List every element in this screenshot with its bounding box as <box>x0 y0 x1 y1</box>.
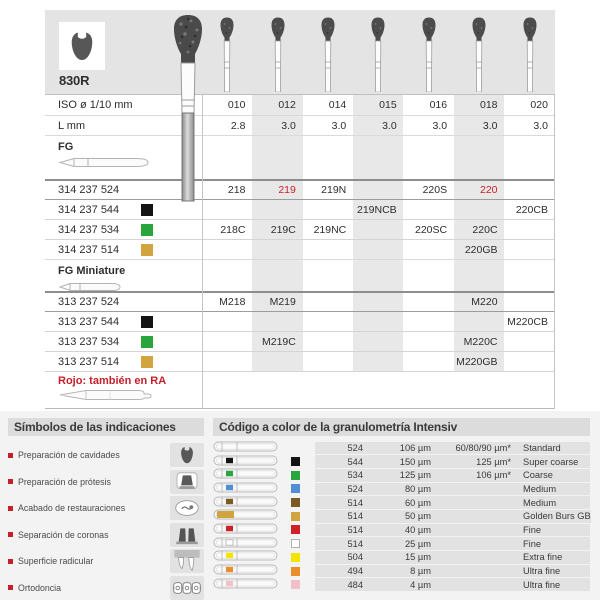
indication-item <box>8 522 204 549</box>
grit-micron: 106 µm <box>399 442 431 453</box>
catalog-cell <box>252 352 302 371</box>
catalog-cell <box>404 332 454 351</box>
iso-value: 014 <box>328 99 347 111</box>
grit-shank-icon <box>213 576 291 594</box>
grit-square-cell <box>291 512 315 521</box>
bullet-icon <box>8 585 13 590</box>
mini-bur-icon <box>216 16 238 92</box>
mini-bur-icon <box>519 16 541 92</box>
bur-code: M220C <box>463 335 498 348</box>
grit-square-cell <box>291 484 315 493</box>
grit-data-band <box>315 469 590 482</box>
bur-figure <box>505 16 555 94</box>
length-value: 2.8 <box>230 119 246 132</box>
grit-color-square <box>141 204 153 216</box>
bur-figure <box>353 16 403 94</box>
length <box>404 116 454 135</box>
ra-shank-icon <box>58 387 154 402</box>
catalog-cell <box>404 220 454 239</box>
grit-name: Standard <box>523 442 561 453</box>
mini-bur-icon <box>468 16 490 92</box>
grit-name: Ultra fine <box>523 566 561 577</box>
order-row <box>45 239 555 259</box>
bur-product-photo <box>164 12 212 209</box>
length-value: 3.0 <box>382 119 397 132</box>
order-row <box>45 351 555 371</box>
iso-value: 012 <box>278 99 296 111</box>
grit-code: 534 <box>347 470 363 481</box>
section-fg-label: FG <box>58 141 74 153</box>
grit-name: Fine <box>523 538 542 549</box>
catalog-cell <box>202 220 252 239</box>
fg-order-rows <box>45 179 555 259</box>
indication-item <box>8 469 204 496</box>
grit-micron: 8 µm <box>410 566 431 577</box>
catalog-cell <box>454 240 504 259</box>
iso <box>454 95 504 115</box>
iso-label: ISO ø 1/10 mm <box>58 99 133 111</box>
grit-color-square <box>141 224 153 236</box>
bur-code: 219NCB <box>356 203 397 216</box>
iso <box>404 95 454 115</box>
grit-code: 544 <box>347 456 363 467</box>
catalog-cell <box>303 332 353 351</box>
bullet-icon <box>8 559 13 564</box>
crown-separation-icon <box>170 523 204 547</box>
grit-micron: 60 µm <box>404 497 431 508</box>
grit-code: 524 <box>347 442 363 453</box>
length-label: L mm <box>58 119 86 132</box>
root-surface-icon <box>170 549 204 573</box>
granulometry-title: Código a color de la granulometría Intensiv <box>213 418 590 436</box>
grit-data-band <box>315 551 590 564</box>
grit-square-cell <box>291 525 315 534</box>
length <box>252 116 302 135</box>
grit-color-square <box>291 553 300 562</box>
grit-code: 524 <box>347 483 363 494</box>
grit-name: Golden Burs GB <box>523 511 591 522</box>
catalog-table-body <box>45 95 555 371</box>
bur-code: 218C <box>220 223 246 236</box>
product-model: 830R <box>59 73 90 88</box>
bur-figure <box>404 16 454 94</box>
bullet-icon <box>8 532 13 537</box>
section-fg-miniature <box>45 259 555 291</box>
bur-code: M220 <box>471 296 498 308</box>
order-row-values <box>202 200 555 219</box>
catalog-cell <box>454 352 504 371</box>
grit-micron: 4 µm <box>410 579 431 590</box>
indication-item <box>8 442 204 469</box>
catalog-cell <box>303 240 353 259</box>
catalog-cell <box>353 332 403 351</box>
order-row <box>45 219 555 239</box>
order-row-values <box>202 293 555 311</box>
catalog-cell <box>454 312 504 331</box>
catalog-cell <box>353 200 403 219</box>
grit-square-cell <box>291 553 315 562</box>
bur-code: 220GB <box>464 243 498 256</box>
catalog-cell <box>454 181 504 199</box>
indication-item <box>8 575 204 600</box>
catalog-cell <box>404 352 454 371</box>
grit-micron: 80 µm <box>404 483 431 494</box>
product-header-band <box>45 10 555 94</box>
catalog-cell <box>454 220 504 239</box>
granulometry-row <box>213 578 590 592</box>
catalog-cell <box>505 200 555 219</box>
bur-code: M219C <box>261 335 296 348</box>
catalog-cell <box>404 240 454 259</box>
grit-name: Super coarse <box>523 456 579 467</box>
grit-color-square <box>291 471 300 480</box>
bur-code: 220C <box>472 223 498 236</box>
bur-code: 219 <box>278 184 296 196</box>
catalog-cell <box>303 200 353 219</box>
order-number-cell <box>45 240 202 259</box>
order-row <box>45 291 555 311</box>
grit-code: 514 <box>347 497 363 508</box>
catalog-cell <box>353 181 403 199</box>
mini-bur-icon <box>418 16 440 92</box>
bur-code: M220GB <box>456 355 498 368</box>
catalog-cell <box>353 352 403 371</box>
catalog-cell <box>353 312 403 331</box>
grit-color-square <box>291 539 300 548</box>
size-order-table <box>45 94 555 409</box>
catalog-cell <box>202 312 252 331</box>
length <box>454 116 504 135</box>
iso <box>505 95 555 115</box>
catalog-cell <box>505 240 555 259</box>
bur-code: 220 <box>480 184 498 196</box>
order-row-values <box>202 181 555 199</box>
catalog-cell <box>404 181 454 199</box>
grit-color-square <box>291 457 300 466</box>
catalog-cell <box>505 181 555 199</box>
iso <box>353 95 403 115</box>
bur-shape-tile <box>59 22 105 70</box>
grit-name: Medium <box>523 497 557 508</box>
catalog-cell <box>303 220 353 239</box>
bur-code: 219N <box>321 184 347 196</box>
iso-value: 015 <box>379 99 397 111</box>
indications-list <box>8 442 204 600</box>
grit-data-band <box>315 537 590 550</box>
catalog-cell <box>303 352 353 371</box>
grit-color-square <box>291 580 300 589</box>
bullet-icon <box>8 453 13 458</box>
table-divider <box>554 95 555 409</box>
length-value: 3.0 <box>533 119 548 132</box>
indication-label: Preparación de prótesis <box>18 476 111 487</box>
grit-color-square <box>291 512 300 521</box>
order-number-cell <box>45 352 202 371</box>
catalog-cell <box>505 220 555 239</box>
length <box>353 116 403 135</box>
grit-data-band <box>315 442 590 455</box>
bur-code: 218 <box>227 184 246 196</box>
grit-data-band <box>315 455 590 468</box>
grit-code: 504 <box>347 552 363 563</box>
grit-code: 484 <box>347 579 363 590</box>
grit-color-square <box>141 336 153 348</box>
grit-name: Medium <box>523 483 557 494</box>
orthodontics-icon <box>170 576 204 600</box>
length <box>303 116 353 135</box>
fg-miniature-order-rows <box>45 291 555 371</box>
order-row-values <box>202 352 555 371</box>
bur-code: M218 <box>219 296 246 308</box>
indications-panel <box>8 418 204 600</box>
grit-color-square <box>291 525 300 534</box>
grit-square-cell <box>291 539 315 548</box>
iso-value: 016 <box>429 99 448 111</box>
order-row <box>45 179 555 199</box>
order-number: 313 237 514 <box>58 355 120 368</box>
order-row <box>45 199 555 219</box>
catalog-cell <box>353 293 403 311</box>
catalog-cell <box>252 293 302 311</box>
grit-code: 514 <box>347 538 363 549</box>
grit-micron: 25 µm <box>404 538 431 549</box>
catalog-cell <box>252 332 302 351</box>
granulometry-panel <box>213 418 590 592</box>
iso-values <box>202 95 555 115</box>
grit-square-cell <box>291 471 315 480</box>
grit-color-square <box>141 316 153 328</box>
grit-color-square <box>291 498 300 507</box>
section-fg <box>45 135 555 179</box>
bur-figure <box>252 16 302 94</box>
order-number: 314 237 544 <box>58 203 120 216</box>
indication-item <box>8 495 204 522</box>
order-row-values <box>202 332 555 351</box>
bur-head-silhouette-icon <box>68 30 96 62</box>
grit-name: Fine <box>523 524 542 535</box>
grit-micron: 125 µm <box>399 470 431 481</box>
mini-bur-icon <box>267 16 289 92</box>
catalog-cell <box>454 293 504 311</box>
catalog-cell <box>404 200 454 219</box>
grit-data-band <box>315 510 591 523</box>
order-row <box>45 311 555 331</box>
grit-micron: 50 µm <box>404 511 431 522</box>
footnote-row <box>45 371 555 409</box>
grit-square-cell <box>291 580 315 589</box>
grit-micron: 15 µm <box>404 552 431 563</box>
indication-label: Separación de coronas <box>18 529 109 540</box>
catalog-cell <box>202 240 252 259</box>
grit-color-square <box>141 356 153 368</box>
iso <box>303 95 353 115</box>
order-number-cell <box>45 332 202 351</box>
grit-name: Extra fine <box>523 552 563 563</box>
bur-code: 220S <box>422 184 448 196</box>
grit-name: Ultra fine <box>523 579 561 590</box>
product-table <box>45 10 555 409</box>
grit-name: Coarse <box>523 470 553 481</box>
grit-extra-micron: 106 µm* <box>476 470 511 481</box>
order-number-cell <box>45 293 202 311</box>
grit-color-square <box>291 567 300 576</box>
length-value: 3.0 <box>432 119 448 132</box>
prosthesis-icon <box>170 470 204 494</box>
cavity-icon <box>170 443 204 467</box>
catalog-cell <box>454 332 504 351</box>
section-fg-miniature-label: FG Miniature <box>58 265 126 277</box>
length-value: 3.0 <box>482 119 498 132</box>
order-number: 313 237 534 <box>58 335 120 348</box>
grit-micron: 40 µm <box>404 524 431 535</box>
length-values <box>202 116 555 135</box>
bur-code: M220CB <box>507 315 548 328</box>
grit-square-cell <box>291 567 315 576</box>
iso <box>252 95 302 115</box>
grit-code: 514 <box>347 524 363 535</box>
grit-micron: 150 µm <box>399 456 431 467</box>
length-value: 3.0 <box>281 119 296 132</box>
bullet-icon <box>8 479 13 484</box>
indication-label: Superficie radicular <box>18 556 94 567</box>
grit-data-band <box>315 496 590 509</box>
order-number: 314 237 534 <box>58 223 120 236</box>
catalog-cell <box>202 352 252 371</box>
order-row <box>45 331 555 351</box>
bullet-icon <box>8 506 13 511</box>
grit-data-band <box>315 483 590 496</box>
catalog-cell <box>505 293 555 311</box>
indication-label: Acabado de restauraciones <box>18 503 126 514</box>
indication-item <box>8 548 204 575</box>
bur-code: 220SC <box>415 223 448 236</box>
catalog-cell <box>303 181 353 199</box>
order-row-values <box>202 240 555 259</box>
catalog-cell <box>252 200 302 219</box>
iso-row <box>45 95 555 115</box>
order-number: 314 237 524 <box>58 184 120 196</box>
grit-code: 514 <box>347 511 363 522</box>
bur-figure <box>303 16 353 94</box>
order-row-values <box>202 312 555 331</box>
indication-label: Ortodoncia <box>18 582 62 593</box>
grit-color-square <box>291 484 300 493</box>
catalog-cell <box>505 352 555 371</box>
footnote-text: Rojo: también en RA <box>58 375 167 387</box>
catalog-cell <box>252 220 302 239</box>
catalog-cell <box>404 293 454 311</box>
length-row <box>45 115 555 135</box>
bur-size-gallery <box>202 16 555 94</box>
order-number: 313 237 544 <box>58 315 120 328</box>
mini-bur-icon <box>317 16 339 92</box>
order-number-cell <box>45 312 202 331</box>
catalog-cell <box>454 200 504 219</box>
grit-data-band <box>315 578 590 591</box>
catalog-cell <box>404 312 454 331</box>
iso-value: 010 <box>227 99 246 111</box>
grit-square-cell <box>291 457 315 466</box>
grit-data-band <box>315 565 590 578</box>
catalog-cell <box>303 293 353 311</box>
catalog-cell <box>505 312 555 331</box>
catalog-cell <box>202 293 252 311</box>
grit-color-square <box>141 244 153 256</box>
grit-square-cell <box>291 498 315 507</box>
catalog-cell <box>252 240 302 259</box>
iso-value: 020 <box>530 99 548 111</box>
order-number: 313 237 524 <box>58 296 120 308</box>
bur-code: 219C <box>270 223 296 236</box>
fg-shank-icon <box>58 155 150 168</box>
catalog-cell <box>505 332 555 351</box>
order-number-cell <box>45 220 202 239</box>
restoration-finish-icon <box>170 496 204 520</box>
catalog-cell <box>252 181 302 199</box>
mini-bur-icon <box>367 16 389 92</box>
grit-data-band <box>315 524 590 537</box>
legend-section <box>0 411 600 600</box>
catalog-cell <box>353 220 403 239</box>
bur-code: 219NC <box>313 223 347 236</box>
granulometry-table <box>213 441 590 592</box>
iso-value: 018 <box>480 99 498 111</box>
catalog-cell <box>353 240 403 259</box>
grit-code: 494 <box>347 566 363 577</box>
indications-title: Símbolos de las indicaciones <box>8 418 204 436</box>
catalog-cell <box>252 312 302 331</box>
bur-code: M219 <box>269 296 296 308</box>
order-number: 314 237 514 <box>58 243 120 256</box>
length-value: 3.0 <box>331 119 347 132</box>
catalog-cell <box>202 332 252 351</box>
bur-figure <box>454 16 504 94</box>
length <box>505 116 555 135</box>
catalog-cell <box>303 312 353 331</box>
grit-extra-micron: 60/80/90 µm* <box>455 442 511 453</box>
indication-label: Preparación de cavidades <box>18 450 120 461</box>
grit-extra-micron: 125 µm* <box>476 456 511 467</box>
order-row-values <box>202 220 555 239</box>
bur-code: 220CB <box>515 203 548 216</box>
